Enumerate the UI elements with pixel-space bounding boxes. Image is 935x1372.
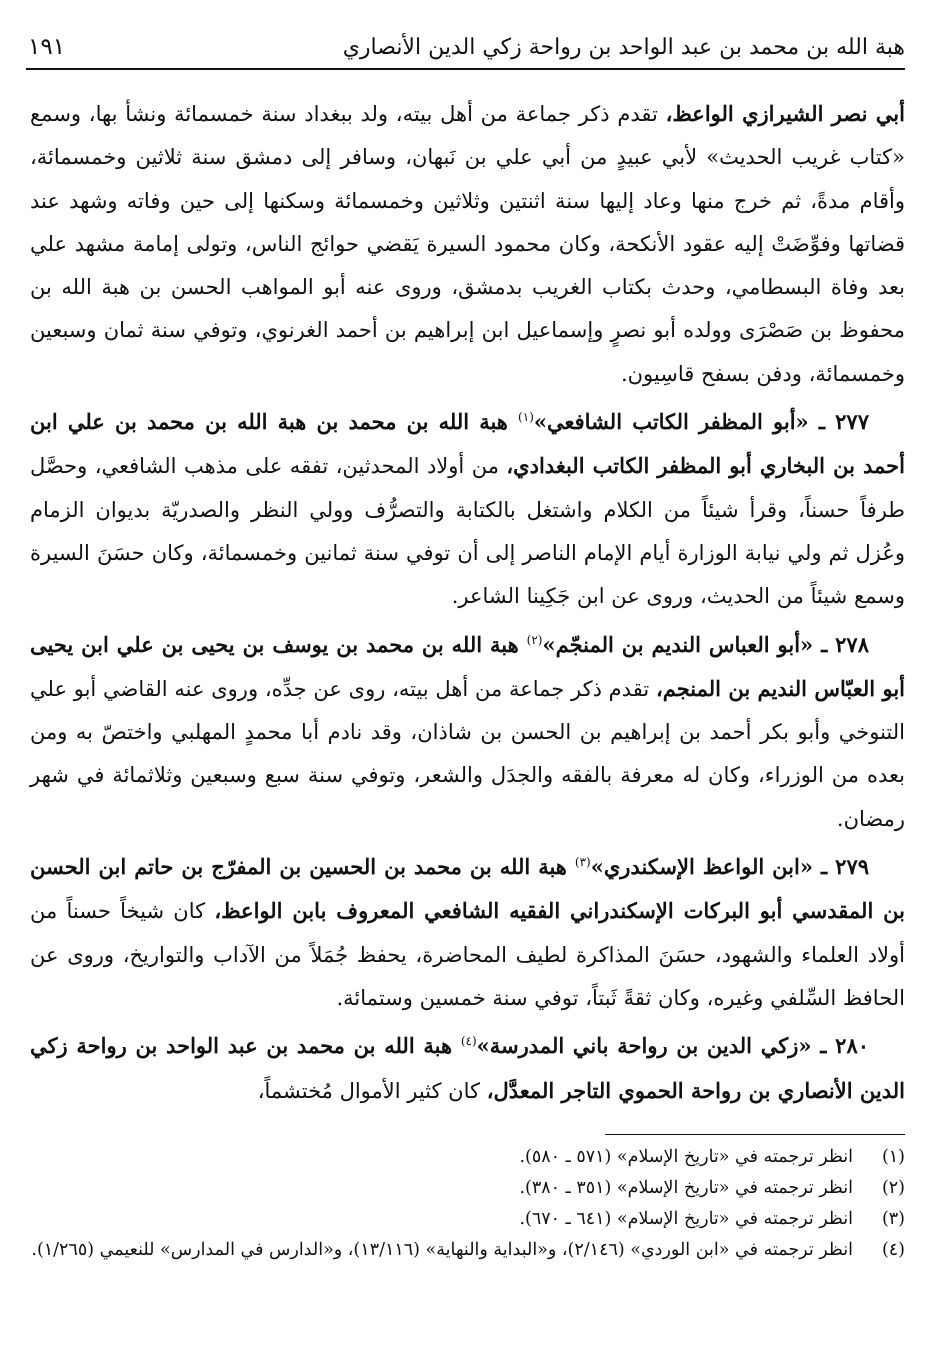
footnote-number: (٣) <box>881 1209 905 1229</box>
entry-text: كان شيخاً حسناً من أولاد العلماء والشهود، حسَنَ المذاكرة لطيف المحاضرة، يحفظ جُمَلاً من الآداب والتواريخ، وروى عن الحافظ السِّلفي وغيره، وكان ثقةً ثَبتاً، توفي سنة خمسين وستمائة. <box>30 899 905 1010</box>
entry-278 <box>30 623 905 841</box>
footnotes <box>30 1142 905 1266</box>
entry-number: ٢٨٠ ـ <box>820 1033 870 1059</box>
entry-text: كان كثير الأموال مُختشماً، <box>257 1078 487 1103</box>
entry-laqab: «أبو العباس النديم بن المنجّم» <box>542 631 822 657</box>
footnote-text: انظر ترجمته في «تاريخ الإسلام» (٣٥١ ـ ٣٨٠). <box>519 1178 853 1198</box>
footnote-number: (٤) <box>881 1240 905 1260</box>
footnote-text: انظر ترجمته في «تاريخ الإسلام» (٥٧١ ـ ٥٨٠). <box>519 1147 853 1167</box>
entry-280 <box>30 1024 905 1113</box>
entry-laqab: «ابن الواعظ الإسكندري» <box>590 854 821 880</box>
entry-number: ٢٧٧ ـ <box>818 409 869 435</box>
footnote <box>30 1142 905 1173</box>
entry-number: ٢٧٨ ـ <box>821 631 869 657</box>
entry-277 <box>30 400 905 618</box>
page-header <box>28 30 905 64</box>
footnote-ref[interactable]: (٣) <box>574 855 591 870</box>
entry-text: تقدم ذكر جماعة من أهل بيته، ولد ببغداد سنة خمسمائة ونشأ بها، وسمع «كتاب غريب الحديث» لأبي عبيدٍ من أبي علي بن نَبهان، وسافر إلى دمشق سنة ثلاثين وخمسمائة، وأقام مدةً، ثم خرج منها وعاد إليها سنة اثنتين وثلاثين وخمسمائة وسكنها إلى حين وفاته وشهد عند قضاتها وفوِّضَتْ إليه عقود الأنكحة، وكان محمود السيرة يَقضي حوائج الناس، وتولى إمامة مشهد علي بعد وفاة البسطامي، وحدث بكتاب الغريب بدمشق، وروى عنه أبو المواهب الحسن بن هبة الله بن محفوظ بن صَصْرَى وولده أبو نصرٍ وإسماعيل ابن إبراهيم بن أحمد الغرنوي، وتوفي سنة ثمان وسبعين وخمسمائة، ودفن بسفح قاسِيون. <box>30 102 905 386</box>
entry-name: أبي نصر الشيرازي الواعظ، <box>665 101 905 126</box>
footnote-number: (٢) <box>881 1178 905 1198</box>
entry-name: هبة الله بن محمد بن هبة الله بن محمد بن علي ابن أحمد بن البخاري أبو المظفر الكاتب البغدادي، <box>30 409 905 479</box>
footnote-text: انظر ترجمته في «ابن الوردي» (٢/١٤٦)، و«البداية والنهاية» (١٣/١١٦)، و«الدارس في المدارس» للنعيمي (١/٢٦٥). <box>31 1240 853 1260</box>
footnote-number: (١) <box>881 1147 905 1167</box>
entry-name: هبة الله بن محمد بن عبد الواحد بن رواحة زكي الدين الأنصاري بن رواحة الحموي التاجر المعدَّل، <box>30 1033 905 1103</box>
entry-name: هبة الله بن محمد بن الحسين بن المفرّج بن حاتم ابن الحسن بن المقدسي أبو البركات الإسكندراني الفقيه الشافعي المعروف بابن الواعظ، <box>30 854 905 924</box>
running-title: هبة الله بن محمد بن عبد الواحد بن رواحة زكي الدين الأنصاري <box>342 34 905 60</box>
continuation-paragraph <box>30 92 905 396</box>
entry-laqab: «أبو المظفر الكاتب الشافعي» <box>533 409 819 435</box>
footnote-ref[interactable]: (٢) <box>526 632 543 647</box>
footnote-ref[interactable]: (١) <box>518 410 534 425</box>
entry-laqab: «زكي الدين بن رواحة باني المدرسة» <box>476 1033 821 1059</box>
footnote-ref[interactable]: (٤) <box>460 1034 477 1049</box>
main-text <box>30 92 905 1113</box>
entry-name: هبة الله بن محمد بن يوسف بن يحيى بن علي ابن يحيى أبو العبّاس النديم بن المنجم، <box>30 631 905 701</box>
footnote <box>30 1173 905 1204</box>
entry-text: تقدم ذكر جماعة من أهل بيته، روى عن جدِّه، وروى عنه القاضي أبو علي التنوخي وأبو بكر أحمد بن إبراهيم بن الحسن بن شاذان، وقد نادم أبا محمدٍ المهلبي واختصّ به ومن بعده من الوزراء، وكان له معرفة بالفقه والجدَل والشعر، وتوفي سنة سبع وسبعين وثلاثمائة في شهر رمضان. <box>30 676 905 831</box>
entry-number: ٢٧٩ ـ <box>821 854 870 880</box>
footnote <box>30 1204 905 1235</box>
entry-279 <box>30 845 905 1020</box>
header-rule <box>26 68 905 70</box>
footnote-text: انظر ترجمته في «تاريخ الإسلام» (٦٤١ ـ ٦٧٠). <box>519 1209 853 1229</box>
page-number: ١٩١ <box>28 34 66 60</box>
footnote <box>30 1235 905 1266</box>
entry-text: من أولاد المحدثين، تفقه على مذهب الشافعي، وحصَّل طرفاً حسناً، وقرأ شيئاً من الكلام واشتغل بالكتابة والتصرُّف وولي النظر والصدريّة بديوان الزمام وعُزل ثم ولي نيابة الوزارة أيام الإمام الناصر إلى أن توفي سنة ثمانين وخمسمائة، وكان حسَنَ السيرة وسمع شيئاً من الحديث، وروى عن ابن جَكِينا الشاعر. <box>30 454 905 609</box>
footnote-separator <box>605 1134 905 1135</box>
